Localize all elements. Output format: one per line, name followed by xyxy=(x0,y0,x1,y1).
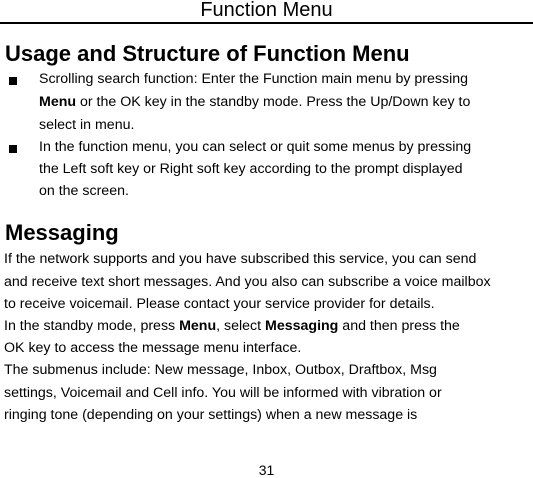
body-line: If the network supports and you have subscribed this service, you can send xyxy=(4,251,477,267)
bullet-square-icon xyxy=(9,145,17,153)
section-heading-function-menu: Usage and Structure of Function Menu xyxy=(5,41,410,66)
body-line: In the standby mode, press Menu, select Messaging and then press the xyxy=(4,318,460,334)
bullet-2-line-2: the Left soft key or Right soft key according to the prompt displayed xyxy=(39,161,463,177)
bold-keyword: Menu xyxy=(179,318,217,334)
body-line: and receive text short messages. And you also can subscribe a voice mailbox xyxy=(4,274,491,290)
bullet-2-line-1: In the function menu, you can select or quit some menus by pressing xyxy=(39,139,472,155)
bullet-1-line-1: Scrolling search function: Enter the Function main menu by pressing xyxy=(39,71,468,87)
page-number: 31 xyxy=(258,462,275,478)
body-line: ringing tone (depending on your settings) when a new message is xyxy=(4,407,418,423)
body-line: settings, Voicemail and Cell info. You will be informed with vibration or xyxy=(4,385,442,401)
body-line: The submenus include: New message, Inbox, Outbox, Draftbox, Msg xyxy=(4,362,437,378)
bold-keyword: Messaging xyxy=(265,318,339,334)
bullet-1-line-2: Menu or the OK key in the standby mode. Press the Up/Down key to xyxy=(39,94,471,110)
body-line: to receive voicemail. Please contact your service provider for details. xyxy=(4,296,435,312)
bullet-square-icon xyxy=(9,77,17,85)
section-heading-messaging: Messaging xyxy=(5,220,119,245)
body-line: OK key to access the message menu interface. xyxy=(4,340,302,356)
bullet-1-line-3: select in menu. xyxy=(39,117,135,133)
bullet-2-line-3: on the screen. xyxy=(39,183,129,199)
running-header: Function Menu xyxy=(0,0,533,24)
bold-keyword: Menu xyxy=(39,94,77,110)
